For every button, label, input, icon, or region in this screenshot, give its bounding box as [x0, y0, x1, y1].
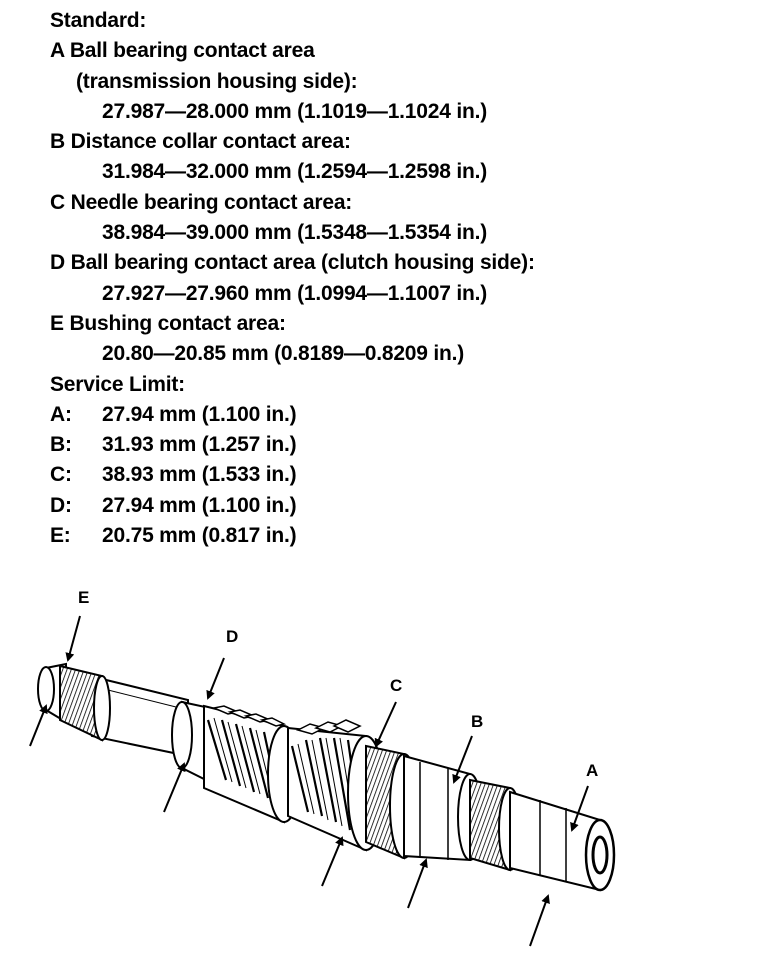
arrow-a-bottom — [530, 896, 548, 946]
ball-bearing-journal-a — [510, 792, 614, 890]
callout-label-a: A — [586, 761, 599, 780]
specification-text — [50, 6, 690, 551]
callout-label-b: B — [471, 712, 484, 731]
limit-value: 38.93 mm (1.533 in.) — [102, 463, 297, 487]
limit-value: 31.93 mm (1.257 in.) — [102, 433, 297, 457]
mainshaft-illustration — [0, 560, 768, 976]
limit-row-b — [50, 430, 690, 460]
spec-d-title: D Ball bearing contact area (clutch housing side): — [50, 251, 535, 275]
spec-a-value: 27.987—28.000 mm (1.1019—1.1024 in.) — [102, 99, 488, 123]
bushing-journal-e — [38, 664, 110, 740]
limit-key: A: — [50, 402, 72, 426]
arrow-e-top — [68, 616, 80, 660]
callout-label-e: E — [78, 588, 90, 607]
arrow-c-bottom — [322, 838, 342, 886]
limit-row-e — [50, 521, 690, 551]
arrow-e-bottom — [30, 706, 46, 746]
limit-key: B: — [50, 433, 72, 457]
limit-key: C: — [50, 463, 72, 487]
limit-key: E: — [50, 524, 71, 548]
arrow-d-top — [208, 658, 224, 698]
spec-a-title: A Ball bearing contact area — [50, 39, 315, 63]
limit-row-d — [50, 491, 690, 521]
spec-b-title: B Distance collar contact area: — [50, 130, 351, 154]
callout-label-c: C — [390, 676, 403, 695]
service-limit-heading: Service Limit: — [50, 372, 185, 396]
standard-heading: Standard: — [50, 9, 147, 32]
limit-row-c — [50, 460, 690, 490]
spec-c-title: C Needle bearing contact area: — [50, 190, 353, 214]
arrow-b-bottom — [408, 860, 426, 908]
limit-row-a — [50, 400, 690, 430]
limit-value: 20.75 mm (0.817 in.) — [102, 524, 297, 548]
spec-d-value: 27.927—27.960 mm (1.0994—1.1007 in.) — [102, 281, 488, 305]
spec-a-subtitle: (transmission housing side): — [76, 69, 358, 93]
arrow-d-bottom — [164, 764, 184, 812]
arrow-c-top — [376, 702, 396, 746]
spec-b-value: 31.984—32.000 mm (1.2594—1.2598 in.) — [102, 160, 488, 184]
limit-key: D: — [50, 493, 72, 517]
limit-value: 27.94 mm (1.100 in.) — [102, 493, 297, 517]
callout-label-d: D — [226, 627, 239, 646]
gear-d — [204, 706, 300, 822]
spec-e-title: E Bushing contact area: — [50, 311, 286, 335]
spec-c-value: 38.984—39.000 mm (1.5348—1.5354 in.) — [102, 221, 488, 245]
limit-value: 27.94 mm (1.100 in.) — [102, 402, 297, 426]
spec-e-value: 20.80—20.85 mm (0.8189—0.8209 in.) — [102, 342, 465, 366]
